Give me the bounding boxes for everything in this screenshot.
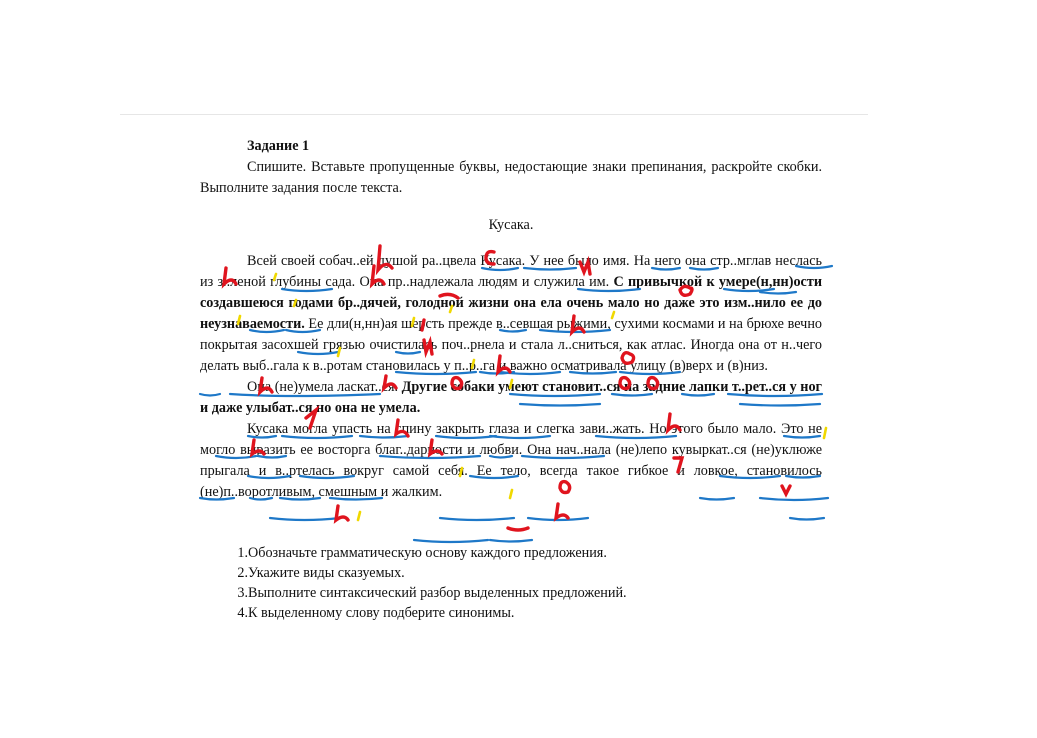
sentence-plain: Всей своей собач..ей душой ра..цвела Кусака. У нее было имя. На него она стр..мглав неслась из з..леной глубины сада. Она пр..надлежала людям и служила им. [200,253,822,290]
task-text: Обозначьте грамматическую основу каждого предложения. [248,545,607,561]
task-item [200,603,822,623]
sentence-highlighted: С привычкой к умере(н,нн)ости создавшеюся годами бр..дячей, голодной жизни она ела очень мало но даже это изм..нило ее до неузнаваемости. [200,274,822,332]
task-item [200,543,822,563]
assignment-heading: Задание 1 [247,138,310,154]
story-paragraph-2 [200,377,822,419]
sentence-plain: Она (не)умела ласкат..ся. [247,379,402,395]
sentence-plain: Ее дли(н,нн)ая шерсть прежде в..севшая рыжими, сухими космами и на брюхе вечно покрытая засохшей грязью очистилась поч..рнела и стала л..сниться, как атлас. Иногда она от н..чего делать выб..гала к в..ротам становилась у п..р..га и важно осматривала улицу (в)верх и (в)низ. [200,316,822,374]
sentence-highlighted: Другие собаки умеют становит..ся на задние лапки т..рет..ся у ног и даже улыбат..ся но она не умела. [200,379,822,416]
task-text: Укажите виды сказуемых. [248,565,405,581]
page-top-edge [120,114,868,115]
document-body [200,136,822,623]
story-paragraph-3: Кусака могла упасть на спину закрыть глаза и слегка зави..жать. Но этого было мало. Это не могло выразить ее восторга благ..дарности и любви. Она нач..нала (не)лепо кувыркат..ся (не)уклюже прыгала и в..ртелась вокруг самой себя. Ее тело, всегда такое гибкое и ловкое, становилось (не)п..воротливым, смешным и жалким. [200,421,822,500]
task-number: 2. [237,565,248,581]
assignment-instructions: Спишите. Вставьте пропущенные буквы, недостающие знаки препинания, раскройте скобки. Выполните задания после текста. [200,159,822,196]
task-number: 1. [237,545,248,561]
task-text: Выполните синтаксический разбор выделенных предложений. [248,585,627,601]
task-text: К выделенному слову подберите синонимы. [248,605,515,621]
task-item [200,563,822,583]
story-title: Кусака. [488,217,534,233]
task-number: 3. [237,585,248,601]
task-item [200,583,822,603]
task-list [200,543,822,623]
story-paragraph-1 [200,251,822,377]
task-number: 4. [237,605,248,621]
